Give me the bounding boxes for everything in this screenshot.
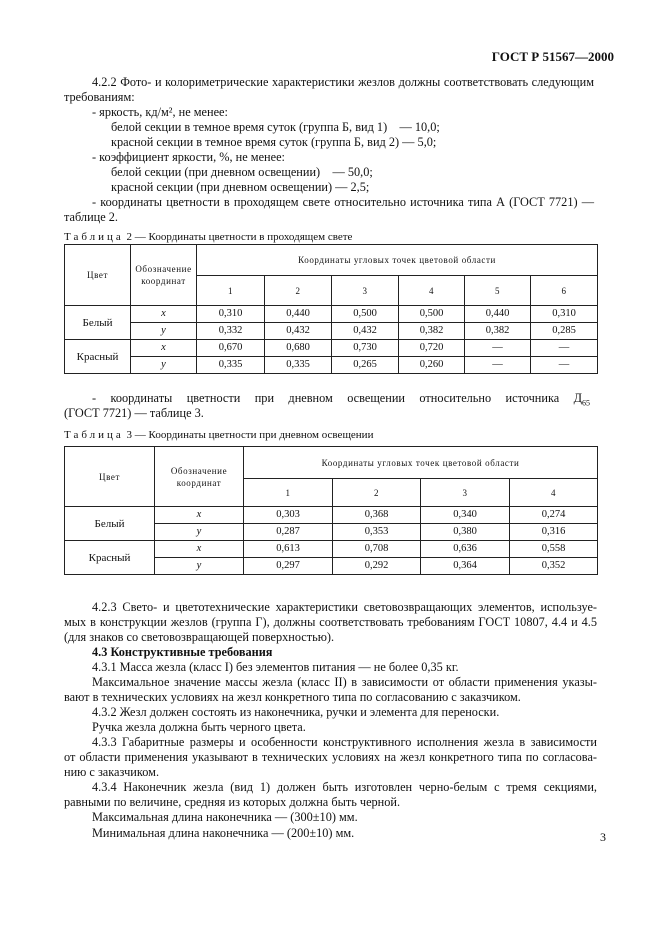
table2-cell: 0,310 — [531, 306, 598, 323]
table3-caption — [64, 429, 373, 441]
brightness-label: - яркость, кд/м², не менее: — [92, 105, 228, 119]
paragraph-4-2-3-line1: 4.2.3 Свето- и цветотехнические характеристики световозвращающих элементов, используе- — [92, 600, 597, 614]
table3-cell: 0,297 — [244, 558, 333, 575]
paragraph-4-2-3-line3: (для знаков со световозвращающей поверхностью). — [64, 630, 335, 644]
table2-cell: 0,335 — [265, 357, 332, 374]
table2-cell: 0,500 — [399, 306, 465, 323]
paragraph-4-3-1b-line2: вают в технических условиях на жезл конкретного типа по согласованию с заказчиком. — [64, 690, 521, 704]
coefficient-label: - коэффициент яркости, %, не менее: — [92, 150, 285, 164]
table3-point-header: 4 — [510, 479, 598, 507]
table2-point-header: 4 — [399, 276, 465, 306]
table2-cell: 0,680 — [265, 340, 332, 357]
table3-cell: 0,380 — [421, 524, 510, 541]
table3-point-header: 3 — [421, 479, 510, 507]
table2-point-header: 3 — [332, 276, 399, 306]
table2-cell: — — [465, 357, 531, 374]
table2-cell: 0,310 — [197, 306, 265, 323]
table3-coord: y — [155, 524, 244, 541]
table3-coord: x — [155, 541, 244, 558]
table3 — [64, 446, 598, 575]
paragraph-4-3-4-line1: 4.3.4 Наконечник жезла (вид 1) должен быть изготовлен черно-белым с тремя секциями, — [92, 780, 597, 794]
table3-cell: 0,274 — [510, 507, 598, 524]
daylight-line1-text: - координаты цветности при дневном освещении относительно источника Д — [92, 391, 582, 405]
paragraph-4-3-3-line3: нию с заказчиком. — [64, 765, 160, 779]
table2-header-color: Цвет — [65, 245, 131, 306]
max-length-line: Максимальная длина наконечника — (300±10) мм. — [92, 810, 358, 824]
table-row — [65, 507, 598, 524]
paragraph-4-3-3-line2: от области применения указывают в технических условиях на жезл конкретного типа по согласова- — [64, 750, 597, 764]
table2-cell: 0,500 — [332, 306, 399, 323]
table2-coord: x — [131, 306, 197, 323]
paragraph-4-3-2: 4.3.2 Жезл должен состоять из наконечника, ручки и элемента для переноски. — [92, 705, 500, 719]
brightness-white: белой секции в темное время суток (группа Б, вид 1) — 10,0; — [111, 120, 440, 134]
table3-cell: 0,558 — [510, 541, 598, 558]
table3-caption-text: 3 — Координаты цветности при дневном освещении — [126, 429, 374, 441]
table3-cell: 0,287 — [244, 524, 333, 541]
coefficient-red: красной секции (при дневном освещении) — 2,5; — [111, 180, 370, 194]
coords-line1: - координаты цветности в проходящем свете относительно источника типа А (ГОСТ 7721) — — [92, 195, 594, 209]
standard-header: ГОСТ Р 51567—2000 — [491, 49, 614, 64]
table2-caption-word: Таблица — [64, 231, 124, 243]
table2-cell: 0,335 — [197, 357, 265, 374]
table3-cell: 0,316 — [510, 524, 598, 541]
paragraph-4-2-2-line1: 4.2.2 Фото- и колориметрические характеристики жезлов должны соответствовать следующим — [92, 75, 594, 89]
table3-header-color: Цвет — [65, 447, 155, 507]
table2-cell: 0,285 — [531, 323, 598, 340]
table2-color-white: Белый — [65, 306, 131, 340]
table2-cell: 0,720 — [399, 340, 465, 357]
table-row — [65, 323, 598, 340]
coords-line2: таблице 2. — [64, 210, 118, 224]
table3-cell: 0,613 — [244, 541, 333, 558]
table3-caption-word: Таблица — [64, 429, 124, 441]
table3-header-group: Координаты угловых точек цветовой области — [244, 447, 598, 479]
table2-cell: 0,670 — [197, 340, 265, 357]
table2-cell: 0,260 — [399, 357, 465, 374]
table2-header-designation: Обозначение координат — [131, 245, 197, 306]
table3-cell: 0,303 — [244, 507, 333, 524]
table-row — [65, 340, 598, 357]
table2-color-red: Красный — [65, 340, 131, 374]
table3-cell: 0,352 — [510, 558, 598, 575]
table2-point-header: 2 — [265, 276, 332, 306]
table3-color-white: Белый — [65, 507, 155, 541]
table3-cell: 0,353 — [333, 524, 421, 541]
table3-coord: y — [155, 558, 244, 575]
table3-cell: 0,364 — [421, 558, 510, 575]
table2-cell: 0,332 — [197, 323, 265, 340]
table3-cell: 0,368 — [333, 507, 421, 524]
table2-cell: 0,730 — [332, 340, 399, 357]
page-number: 3 — [600, 830, 606, 844]
paragraph-4-3-1: 4.3.1 Масса жезла (класс I) без элементов питания — не более 0,35 кг. — [92, 660, 459, 674]
table2-cell: 0,382 — [399, 323, 465, 340]
table3-color-red: Красный — [65, 541, 155, 575]
table-row — [65, 541, 598, 558]
table3-cell: 0,636 — [421, 541, 510, 558]
table2-caption-text: 2 — Координаты цветности в проходящем свете — [126, 231, 353, 243]
daylight-subscript: 65 — [582, 398, 590, 408]
table2-point-header: 1 — [197, 276, 265, 306]
table2 — [64, 244, 598, 374]
paragraph-4-3-2b: Ручка жезла должна быть черного цвета. — [92, 720, 306, 734]
table2-caption — [64, 231, 352, 243]
table3-cell: 0,708 — [333, 541, 421, 558]
paragraph-4-2-3-line2: мых в конструкции жезлов (группа Г), должны соответствовать требованиям ГОСТ 10807, 4.4 и 4.5 — [64, 615, 597, 629]
table2-cell: 0,432 — [265, 323, 332, 340]
table2-cell: — — [531, 357, 598, 374]
table-row — [65, 306, 598, 323]
table2-cell: — — [531, 340, 598, 357]
table3-cell: 0,292 — [333, 558, 421, 575]
paragraph-4-2-2-line2: требованиям: — [64, 90, 135, 104]
paragraph-4-3-4-line2: равными по величине, средняя из которых должна быть черной. — [64, 795, 401, 809]
table3-point-header: 2 — [333, 479, 421, 507]
table2-coord: x — [131, 340, 197, 357]
table2-coord: y — [131, 323, 197, 340]
min-length-line: Минимальная длина наконечника — (200±10) мм. — [92, 826, 355, 840]
coefficient-white: белой секции (при дневном освещении) — 50,0; — [111, 165, 373, 179]
paragraph-4-3-1b-line1: Максимальное значение массы жезла (класс II) в зависимости от области применения указы- — [92, 675, 597, 689]
brightness-red: красной секции в темное время суток (группа Б, вид 2) — 5,0; — [111, 135, 437, 149]
paragraph-4-3-3-line1: 4.3.3 Габаритные размеры и особенности конструктивного исполнения жезла в зависимости — [92, 735, 597, 749]
table2-cell: 0,382 — [465, 323, 531, 340]
table2-cell: 0,440 — [465, 306, 531, 323]
table2-header-group: Координаты угловых точек цветовой области — [197, 245, 598, 276]
table3-cell: 0,340 — [421, 507, 510, 524]
table2-point-header: 5 — [465, 276, 531, 306]
daylight-line2: (ГОСТ 7721) — таблице 3. — [64, 406, 204, 420]
section-heading-4-3: 4.3 Конструктивные требования — [92, 645, 273, 659]
table2-cell: 0,265 — [332, 357, 399, 374]
table2-cell: 0,432 — [332, 323, 399, 340]
table2-coord: y — [131, 357, 197, 374]
table-row — [65, 357, 598, 374]
table3-coord: x — [155, 507, 244, 524]
table2-cell: 0,440 — [265, 306, 332, 323]
table3-point-header: 1 — [244, 479, 333, 507]
table2-cell: — — [465, 340, 531, 357]
table3-header-designation: Обозначение координат — [155, 447, 244, 507]
table2-point-header: 6 — [531, 276, 598, 306]
